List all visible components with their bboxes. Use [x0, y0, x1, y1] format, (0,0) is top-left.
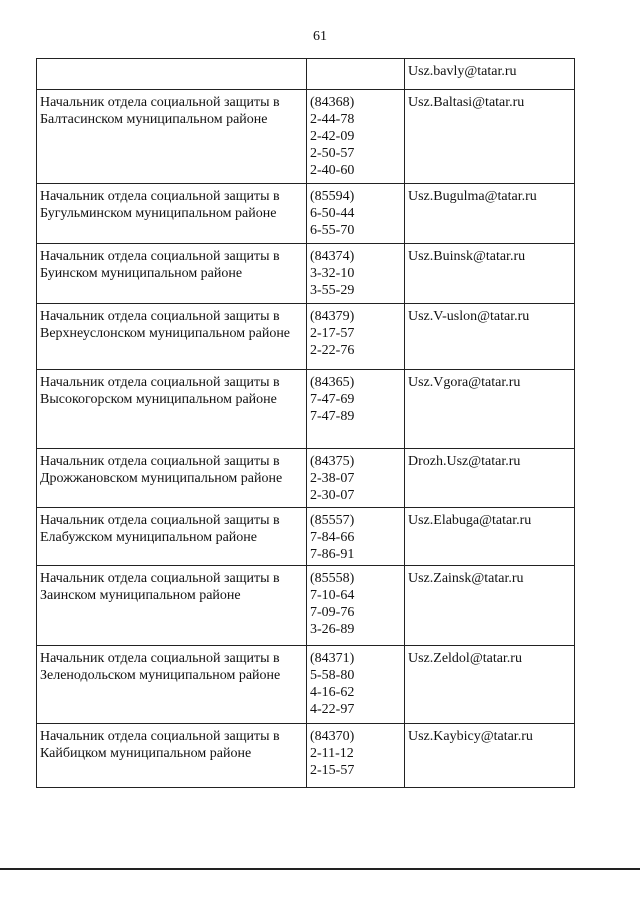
position-text: Начальник отдела социальной защиты в Кайбицком муниципальном районе — [40, 729, 280, 761]
phone-text: 3-32-10 — [310, 266, 355, 281]
phone-text: 7-47-69 — [310, 392, 355, 407]
table-row — [37, 90, 575, 184]
email-cell — [405, 508, 575, 566]
email-cell — [405, 184, 575, 244]
phone-text: (84370) — [310, 729, 355, 744]
email-text: Usz.Zainsk@tatar.ru — [408, 571, 524, 586]
email-cell — [405, 304, 575, 370]
phone-text: 2-22-76 — [310, 343, 355, 358]
table-row — [37, 646, 575, 724]
phone-cell — [307, 370, 405, 449]
position-text: Начальник отдела социальной защиты в Бугульминском муниципальном районе — [40, 189, 280, 221]
phone-text: 2-11-12 — [310, 746, 354, 761]
phone-text: 2-44-78 — [310, 112, 355, 127]
position-cell — [37, 184, 307, 244]
phone-text: 7-84-66 — [310, 530, 355, 545]
position-text: Начальник отдела социальной защиты в Высокогорском муниципальном районе — [40, 375, 280, 407]
position-cell — [37, 370, 307, 449]
phone-text: (84375) — [310, 454, 355, 469]
email-cell — [405, 59, 575, 90]
phone-text: 5-58-80 — [310, 668, 355, 683]
page-bottom-rule — [0, 868, 640, 870]
phone-text: (85558) — [310, 571, 355, 586]
phone-text: 7-47-89 — [310, 409, 355, 424]
phone-cell — [307, 508, 405, 566]
email-cell — [405, 90, 575, 184]
contacts-table — [36, 58, 575, 788]
phone-text: 6-50-44 — [310, 206, 355, 221]
phone-cell — [307, 244, 405, 304]
phone-text: (84374) — [310, 249, 355, 264]
position-cell — [37, 508, 307, 566]
position-text: Начальник отдела социальной защиты в Елабужском муниципальном районе — [40, 513, 280, 545]
phone-text: (84365) — [310, 375, 355, 390]
position-cell — [37, 59, 307, 90]
phone-cell — [307, 184, 405, 244]
phone-text: 2-30-07 — [310, 488, 355, 503]
phone-text: 4-22-97 — [310, 702, 355, 717]
phone-text: 2-17-57 — [310, 326, 355, 341]
email-cell — [405, 449, 575, 508]
phone-text: 3-55-29 — [310, 283, 355, 298]
phone-text: (84368) — [310, 95, 355, 110]
phone-cell — [307, 566, 405, 646]
page-number: 61 — [313, 29, 327, 44]
position-cell — [37, 244, 307, 304]
phone-text: (84371) — [310, 651, 355, 666]
phone-text: 2-42-09 — [310, 129, 355, 144]
email-cell — [405, 724, 575, 788]
email-text: Usz.Buinsk@tatar.ru — [408, 249, 526, 264]
phone-cell — [307, 304, 405, 370]
table-row — [37, 566, 575, 646]
phone-text: 2-50-57 — [310, 146, 355, 161]
position-cell — [37, 646, 307, 724]
phone-cell — [307, 646, 405, 724]
table-row — [37, 184, 575, 244]
phone-cell — [307, 59, 405, 90]
table-row — [37, 449, 575, 508]
phone-text: 7-86-91 — [310, 547, 355, 562]
position-text: Начальник отдела социальной защиты в Зеленодольском муниципальном районе — [40, 651, 281, 683]
phone-text: 7-10-64 — [310, 588, 355, 603]
phone-text: 2-15-57 — [310, 763, 355, 778]
phone-text: (85594) — [310, 189, 355, 204]
position-cell — [37, 724, 307, 788]
phone-text: 2-38-07 — [310, 471, 355, 486]
phone-text: 3-26-89 — [310, 622, 355, 637]
email-cell — [405, 370, 575, 449]
email-text: Usz.Elabuga@tatar.ru — [408, 513, 532, 528]
phone-text: 4-16-62 — [310, 685, 355, 700]
phone-text: (84379) — [310, 309, 355, 324]
table-row — [37, 508, 575, 566]
position-text: Начальник отдела социальной защиты в Заинском муниципальном районе — [40, 571, 280, 603]
email-text: Usz.Baltasi@tatar.ru — [408, 95, 525, 110]
phone-cell — [307, 90, 405, 184]
table-row — [37, 304, 575, 370]
table-row — [37, 59, 575, 90]
position-text: Начальник отдела социальной защиты в Дрожжановском муниципальном районе — [40, 454, 283, 486]
position-cell — [37, 449, 307, 508]
phone-cell — [307, 724, 405, 788]
table-row — [37, 244, 575, 304]
email-text: Usz.Vgora@tatar.ru — [408, 375, 521, 390]
phone-text: (85557) — [310, 513, 355, 528]
position-cell — [37, 566, 307, 646]
position-text: Начальник отдела социальной защиты в Верхнеуслонском муниципальном районе — [40, 309, 291, 341]
position-cell — [37, 304, 307, 370]
email-cell — [405, 646, 575, 724]
position-text: Начальник отдела социальной защиты в Буинском муниципальном районе — [40, 249, 280, 281]
email-cell — [405, 244, 575, 304]
table-row — [37, 724, 575, 788]
email-cell — [405, 566, 575, 646]
email-text: Usz.bavly@tatar.ru — [408, 64, 517, 79]
email-text: Usz.Bugulma@tatar.ru — [408, 189, 537, 204]
phone-cell — [307, 449, 405, 508]
email-text: Usz.Kaybicy@tatar.ru — [408, 729, 533, 744]
phone-text: 7-09-76 — [310, 605, 355, 620]
position-text: Начальник отдела социальной защиты в Балтасинском муниципальном районе — [40, 95, 280, 127]
email-text: Usz.Zeldol@tatar.ru — [408, 651, 522, 666]
phone-text: 6-55-70 — [310, 223, 355, 238]
position-cell — [37, 90, 307, 184]
email-text: Usz.V-uslon@tatar.ru — [408, 309, 530, 324]
phone-text: 2-40-60 — [310, 163, 355, 178]
email-text: Drozh.Usz@tatar.ru — [408, 454, 521, 469]
table-row — [37, 370, 575, 449]
